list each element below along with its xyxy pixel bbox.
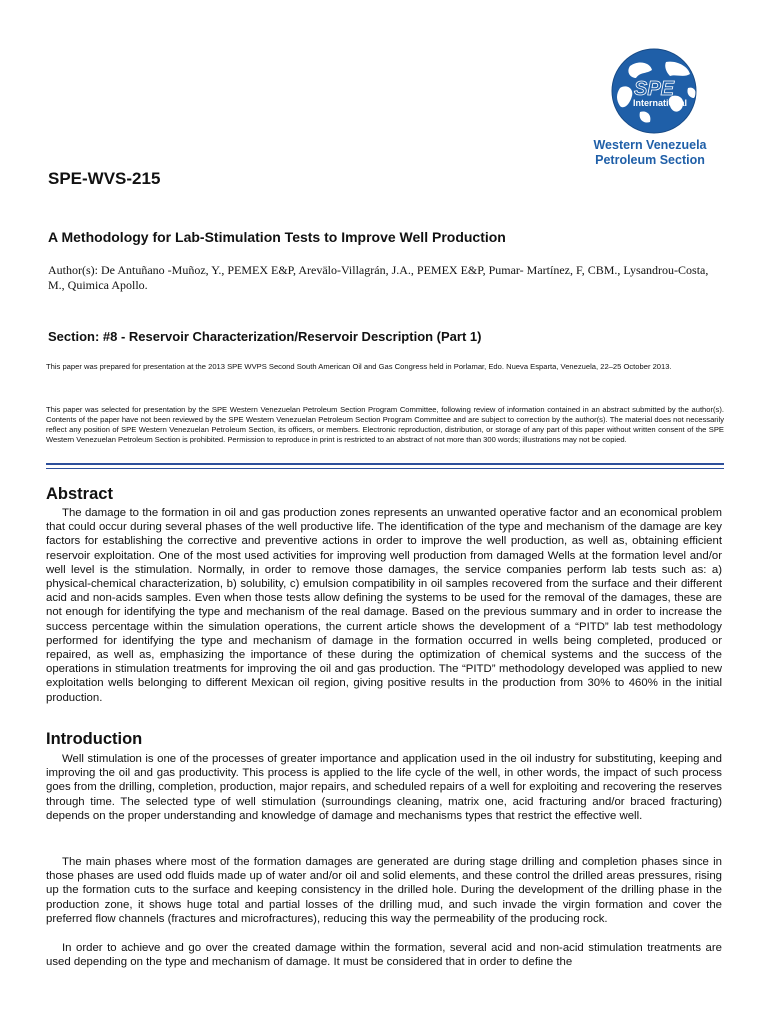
divider-thick: [46, 463, 724, 465]
paper-authors: Author(s): De Antuñano -Muñoz, Y., PEMEX E&P, Arevälo-Villagrán, J.A., PEMEX E&P, Pumar- Martínez, F, CBM., Lysandrou-Costa, M., Quimica Apollo.: [48, 263, 709, 292]
introduction-text-1: Well stimulation is one of the processes of greater importance and application used in the oil industry for substituting, keeping and improving the oil and gas productivity. This process is applied to the life cycle of the well, in other words, the impact of such process goes from the drilling, completion, production, major repairs, and scheduled repairs of a well for exploiting and recovering the reserves through time. The selected type of well stimulation (surroundings cleaning, matrix one, acid fracturing and/or braced fracturing) depends on the proper understanding and knowledge of damage and mechanisms types that restrict the effective well.: [46, 753, 722, 822]
introduction-paragraph-1: [46, 752, 722, 823]
copyright-note: This paper was selected for presentation by the SPE Western Venezuelan Petroleum Section Program Committee, following review of information contained in an abstract submitted by the author(s). Contents of the paper have not been reviewed by the SPE Western Venezuelan Petroleum Section Program Committee and are subject to correction by the author(s). The material does not necessarily reflect any position of SPE Western Venezuelan Petroleum Section, its officers, or members. Electronic reproduction, distribution, or storage of any part of this paper without written consent of the SPE Western Venezuelan Petroleum Section is prohibited. Permission to reproduce in print is restricted to an abstract of not more than 300 words; illustrations may not be copied.: [46, 405, 724, 444]
paper-title: A Methodology for Lab-Stimulation Tests to Improve Well Production: [48, 229, 506, 245]
presentation-note: This paper was prepared for presentation at the 2013 SPE WVPS Second South American Oil and Gas Congress held in Porlamar, Edo. Nueva Esparta, Venezuela, 22–25 October 2013.: [46, 362, 672, 371]
introduction-paragraph-3: [46, 941, 722, 969]
abstract-heading: Abstract: [46, 485, 113, 503]
paper-number: SPE-WVS-215: [48, 169, 161, 188]
logo-text-main: SPE: [633, 78, 675, 100]
spe-logo: [572, 48, 736, 168]
logo-caption-line1: Western Venezuela: [593, 138, 707, 152]
logo-caption: [572, 138, 728, 168]
logo-caption-line2: Petroleum Section: [595, 153, 705, 167]
abstract-text: The damage to the formation in oil and gas production zones represents an unwanted operative factor and an economical problem that could occur during several phases of the well productive life. The identification of the type and mechanism of the damage are key factors for establishing the corrective and preventive actions in order to improve the well production, as well as, obtaining efficient reservoir exploitation. One of the most used activities for improving well production from damaged Wells at the formation level and/or well level is the stimulation. Normally, in order to remove those damages, the service companies perform lab tests such as: a) physical-chemical characterization, b) solubility, c) emulsion compatibility in oil samples recovered from the surface and their different acid and non-acids samples. Even when those tests allow defining the systems to be used for the removal of the damages, these are not enough for identifying the type and mechanism of the real damage. Based on the previous summary and in order to increase the success percentage within the simulation operations, the current article shows the development of a “PITD” lab test methodology performed for identifying the type and mechanism of damage in the formation occurred in wells being completed, produced or repaired, as well as, emphasizing the importance of these during the optimization of chemical systems and the success of the operations in stimulation treatments for improving the oil and gas production. The “PITD” methodology developed was applied to new exploitation wells belonging to different Mexican oil region, giving positive results in the production from 30% to 460% in the initial production.: [46, 507, 722, 704]
introduction-paragraph-2: [46, 855, 722, 926]
introduction-text-3: In order to achieve and go over the created damage within the formation, several acid and non-acid stimulation treatments are used depending on the type and mechanism of damage. It must be considered that in order to define the: [46, 942, 722, 969]
globe-icon: [580, 48, 728, 134]
introduction-heading: Introduction: [46, 730, 143, 748]
introduction-text-2: The main phases where most of the formation damages are generated are during stage drilling and completion phases since in those phases are used odd fluids made up of water and/or oil and solid elements, and these control the drilled areas pressures, rising up the formation cuts to the surface and keeping consistency in the drilled hole. During the development of the drilling phase in the production zone, it shows huge total and partial losses of the drilling mud, and such invade the virgin formation and cover the preferred flow channels (fractures and microfractures), reducing this way the permeability of the producing rock.: [46, 856, 722, 925]
abstract-paragraph: [46, 506, 722, 705]
paper-section: Section: #8 - Reservoir Characterization/Reservoir Description (Part 1): [48, 329, 482, 344]
divider-thin: [46, 468, 724, 469]
logo-text-sub: International: [632, 98, 688, 108]
